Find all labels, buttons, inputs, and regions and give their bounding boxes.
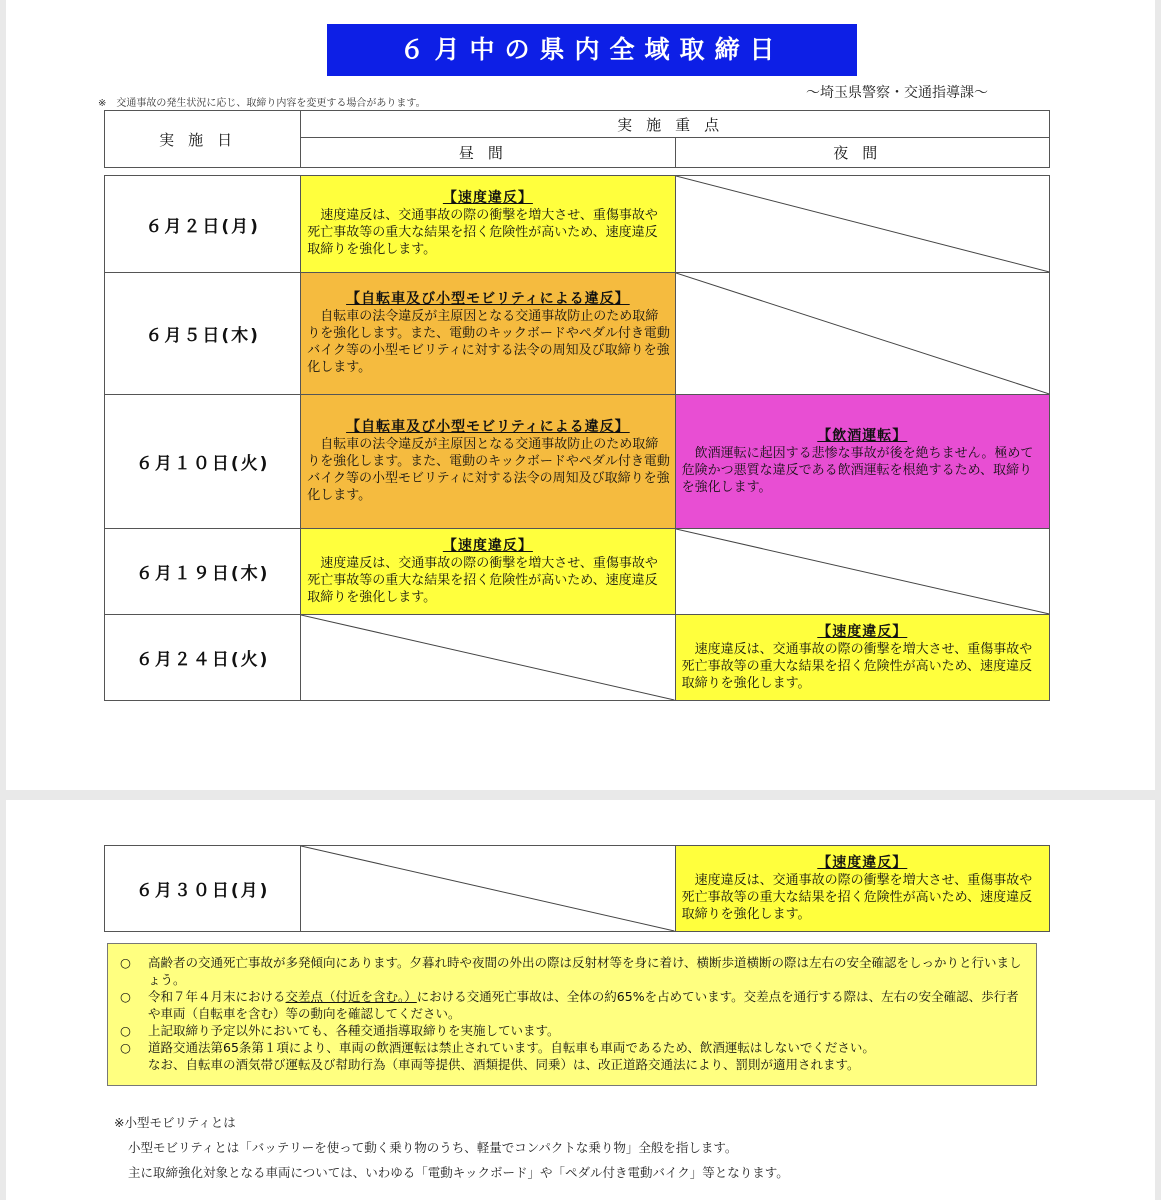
cell-body: 速度違反は、交通事故の際の衝撃を増大させ、重傷事故や死亡事故等の重大な結果を招く危険性が高いため、速度違反取締りを強化します。 xyxy=(681,641,1033,691)
cell-title: 【速度違反】 xyxy=(442,537,533,554)
cell-body: 速度違反は、交通事故の際の衝撃を増大させ、重傷事故や死亡事故等の重大な結果を招く危険性が高いため、速度違反取締りを強化します。 xyxy=(681,872,1033,922)
table-row xyxy=(105,529,1050,615)
diagonal-slash xyxy=(676,529,1049,614)
night-cell xyxy=(675,395,1049,529)
info-item xyxy=(120,988,1024,1022)
night-cell xyxy=(675,846,1049,932)
header-gap xyxy=(105,168,1050,176)
diagonal-slash xyxy=(301,615,674,700)
night-cell xyxy=(675,615,1049,701)
cell-body: 自転車の法令違反が主原因となる交通事故防止のため取締りを強化します。また、電動のキックボードやペダル付き電動バイク等の小型モビリティに対する法令の周知及び取締りを強化します。 xyxy=(307,437,670,503)
info-text-suffix: における交通死亡事故は、全体の約65%を占めています。交差点を通行する際は、左右の安全確認、歩行者や車両（自転車を含む）等の動向を確認してください。 xyxy=(148,989,1019,1021)
day-cell xyxy=(301,529,675,615)
table-row xyxy=(105,176,1050,273)
schedule-table-continued xyxy=(104,845,1050,932)
cell-title: 【自転車及び小型モビリティによる違反】 xyxy=(346,419,630,435)
row-date: ６月５日(木) xyxy=(105,273,301,395)
empty-day-cell xyxy=(301,846,675,932)
info-text-underlined: 交差点（付近を含む。） xyxy=(285,989,417,1004)
bullet-icon: ○ xyxy=(120,955,131,970)
info-item xyxy=(120,1039,1024,1056)
diagonal-slash xyxy=(676,273,1049,394)
info-text xyxy=(148,988,1024,1022)
day-cell xyxy=(301,176,675,273)
issuer-label: ～埼玉県警察・交通指導課～ xyxy=(806,85,988,101)
cell-title: 【速度違反】 xyxy=(442,190,533,206)
bullet-icon: ○ xyxy=(120,989,131,1004)
info-box xyxy=(107,943,1037,1086)
table-row xyxy=(105,615,1050,701)
bullet-icon: ○ xyxy=(120,1023,131,1038)
row-date: ６月２日(月) xyxy=(105,176,301,273)
page-title: ６月中の県内全域取締日 xyxy=(327,24,857,76)
row-date: ６月３０日(月) xyxy=(105,846,301,932)
row-date: ６月１０日(火) xyxy=(105,395,301,529)
info-text: 上記取締り予定以外においても、各種交通指導取締りを実施しています。 xyxy=(148,1023,560,1038)
footnote-heading: ※小型モビリティとは xyxy=(114,1115,236,1130)
diagonal-slash xyxy=(301,846,674,931)
footnote xyxy=(114,1110,789,1185)
schedule-table xyxy=(104,110,1050,701)
diagonal-slash xyxy=(676,176,1049,272)
table-row xyxy=(105,846,1050,932)
info-item xyxy=(120,1022,1024,1039)
cell-body: 速度違反は、交通事故の際の衝撃を増大させ、重傷事故や死亡事故等の重大な結果を招く危険性が高いため、速度違反取締りを強化します。 xyxy=(307,555,658,605)
table-row xyxy=(105,273,1050,395)
header-date: 実施日 xyxy=(105,111,301,168)
header-focus: 実施重点 xyxy=(301,111,1050,138)
footnote-line: 主に取締強化対象となる車両については、いわゆる「電動キックボード」や「ペダル付き電動バイク」等となります。 xyxy=(128,1165,789,1180)
empty-night-cell xyxy=(675,176,1049,273)
info-subnote: なお、自転車の酒気帯び運転及び幇助行為（車両等提供、酒類提供、同乗）は、改正道路交通法により、罰則が適用されます。 xyxy=(148,1057,860,1072)
cell-body: 自転車の法令違反が主原因となる交通事故防止のため取締りを強化します。また、電動のキックボードやペダル付き電動バイク等の小型モビリティに対する法令の周知及び取締りを強化します。 xyxy=(307,309,670,375)
cell-body: 飲酒運転に起因する悲惨な事故が後を絶ちません。極めて危険かつ悪質な違反である飲酒運転を根絶するため、取締りを強化します。 xyxy=(681,445,1034,495)
cell-title: 【速度違反】 xyxy=(817,623,908,640)
info-text: 道路交通法第65条第１項により、車両の飲酒運転は禁止されています。自転車も車両であるため、飲酒運転はしないでください。 xyxy=(148,1040,875,1055)
footnote-line: 小型モビリティとは「バッテリーを使って動く乗り物のうち、軽量でコンパクトな乗り物」全般を指します。 xyxy=(128,1140,738,1155)
day-cell xyxy=(301,395,675,529)
day-cell xyxy=(301,273,675,395)
cell-title: 【飲酒運転】 xyxy=(817,427,908,444)
header-night: 夜間 xyxy=(675,138,1049,168)
change-note: ※ 交通事故の発生状況に応じ、取締り内容を変更する場合があります。 xyxy=(98,98,426,109)
page-1 xyxy=(6,0,1155,790)
table-row xyxy=(105,395,1050,529)
cell-body: 速度違反は、交通事故の際の衝撃を増大させ、重傷事故や死亡事故等の重大な結果を招く危険性が高いため、速度違反取締りを強化します。 xyxy=(307,208,658,257)
row-date: ６月２４日(火) xyxy=(105,615,301,701)
cell-title: 【自転車及び小型モビリティによる違反】 xyxy=(346,291,630,307)
info-text-prefix: 令和７年４月末における xyxy=(148,989,286,1004)
row-date: ６月１９日(木) xyxy=(105,529,301,615)
cell-title: 【速度違反】 xyxy=(817,854,908,871)
info-text: 高齢者の交通死亡事故が多発傾向にあります。夕暮れ時や夜間の外出の際は反射材等を身に着け、横断歩道横断の際は左右の安全確認をしっかりと行いましょう。 xyxy=(148,955,1022,987)
empty-night-cell xyxy=(675,273,1049,395)
page-2 xyxy=(6,800,1155,1200)
info-item xyxy=(120,954,1024,988)
empty-day-cell xyxy=(301,615,675,701)
header-day: 昼間 xyxy=(301,138,675,168)
bullet-icon: ○ xyxy=(120,1040,131,1055)
empty-night-cell xyxy=(675,529,1049,615)
